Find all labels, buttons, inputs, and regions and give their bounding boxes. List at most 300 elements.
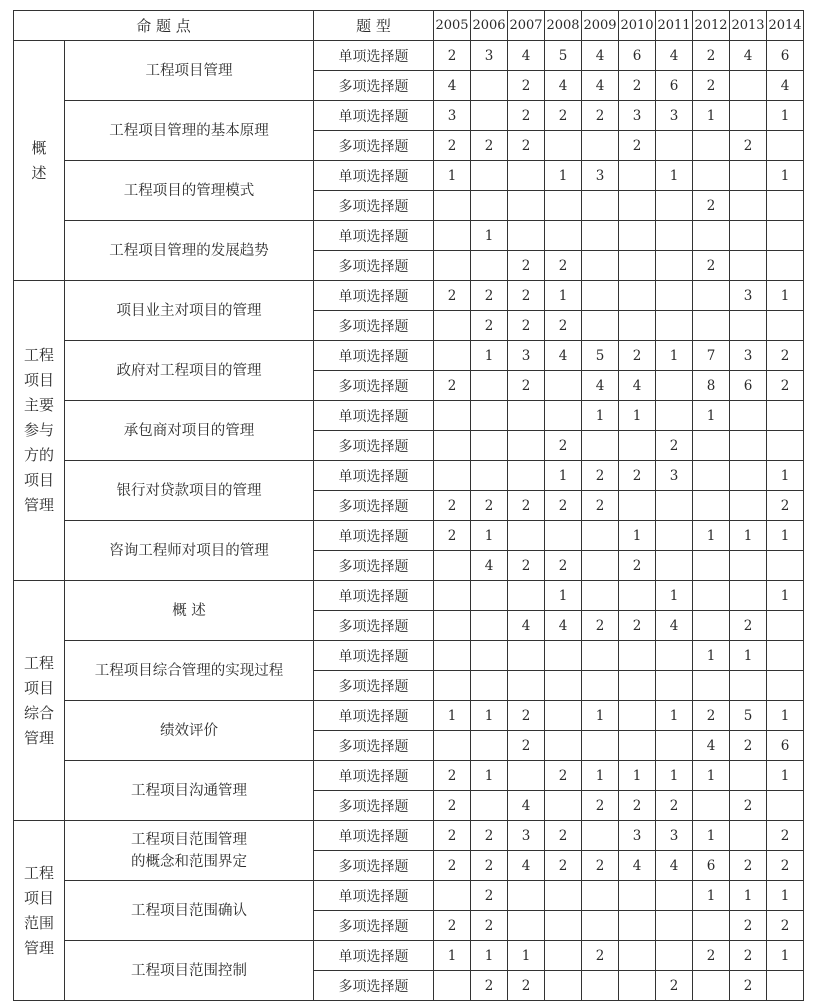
count-cell [582,221,619,251]
table-row [14,941,804,971]
count-cell [730,821,767,851]
count-cell [545,191,582,221]
count-cell [471,791,508,821]
header-year: 2011 [656,11,693,41]
count-cell [656,731,693,761]
table-row [14,221,804,251]
count-cell [656,191,693,221]
count-cell [767,251,804,281]
count-cell [471,731,508,761]
table-row [14,881,804,911]
count-cell [508,761,545,791]
count-cell [434,221,471,251]
count-cell: 2 [545,851,582,881]
count-cell: 1 [471,761,508,791]
type-multi-cell: 多项选择题 [314,191,434,221]
count-cell [767,611,804,641]
count-cell [619,491,656,521]
table-row [14,401,804,431]
count-cell [508,401,545,431]
type-single-cell: 单项选择题 [314,161,434,191]
count-cell: 1 [619,401,656,431]
count-cell: 1 [730,881,767,911]
type-single-cell: 单项选择题 [314,821,434,851]
category-line: 综合 [23,703,54,722]
type-multi-cell: 多项选择题 [314,251,434,281]
count-cell [656,131,693,161]
topic-line: 工程项目范围确认 [131,902,247,919]
type-single-cell: 单项选择题 [314,641,434,671]
count-cell [582,191,619,221]
count-cell: 2 [730,851,767,881]
count-cell: 2 [471,851,508,881]
count-cell [656,221,693,251]
count-cell: 4 [545,71,582,101]
topic-cell [65,161,314,221]
count-cell [767,971,804,1001]
count-cell [767,191,804,221]
topic-line: 概 述 [172,602,206,619]
count-cell: 2 [545,251,582,281]
count-cell [619,641,656,671]
count-cell: 4 [508,791,545,821]
count-cell [508,461,545,491]
count-cell: 1 [656,581,693,611]
count-cell [767,131,804,161]
count-cell: 2 [730,911,767,941]
count-cell [619,671,656,701]
count-cell [582,581,619,611]
count-cell: 2 [545,761,582,791]
count-cell: 4 [582,71,619,101]
topic-cell [65,701,314,761]
count-cell: 1 [582,701,619,731]
count-cell [767,551,804,581]
category-line: 项目 [23,888,54,907]
type-single-cell: 单项选择题 [314,281,434,311]
count-cell [434,431,471,461]
count-cell [545,941,582,971]
count-cell: 2 [508,971,545,1001]
count-cell [730,581,767,611]
count-cell [730,401,767,431]
count-cell [619,911,656,941]
count-cell: 2 [545,311,582,341]
count-cell [471,431,508,461]
count-cell: 2 [434,761,471,791]
count-cell: 4 [619,851,656,881]
category-line: 主要 [23,396,54,414]
type-single-cell: 单项选择题 [314,221,434,251]
category-cell [14,41,65,281]
count-cell: 2 [545,101,582,131]
count-cell: 2 [730,611,767,641]
count-cell [656,281,693,311]
count-cell: 1 [656,761,693,791]
count-cell [545,971,582,1001]
count-cell [434,611,471,641]
count-cell [434,341,471,371]
count-cell [582,521,619,551]
count-cell: 1 [767,761,804,791]
count-cell [619,431,656,461]
count-cell: 3 [508,821,545,851]
topic-line: 咨询工程师对项目的管理 [109,542,269,559]
count-cell [656,401,693,431]
count-cell: 2 [471,281,508,311]
count-cell: 1 [767,581,804,611]
header-year: 2008 [545,11,582,41]
count-cell: 2 [730,941,767,971]
count-cell [545,371,582,401]
count-cell: 4 [545,341,582,371]
count-cell [730,551,767,581]
count-cell: 1 [656,341,693,371]
count-cell: 1 [471,701,508,731]
topic-line: 工程项目沟通管理 [131,782,247,799]
count-cell [693,791,730,821]
topic-line: 工程项目综合管理的实现过程 [94,662,284,679]
count-cell: 4 [582,41,619,71]
count-cell [656,671,693,701]
count-cell: 1 [767,701,804,731]
count-cell: 2 [767,821,804,851]
count-cell: 1 [471,521,508,551]
topic-cell [65,521,314,581]
count-cell: 2 [693,251,730,281]
count-cell [545,671,582,701]
count-cell: 3 [656,101,693,131]
header-year: 2013 [730,11,767,41]
count-cell: 4 [767,71,804,101]
count-cell [471,191,508,221]
count-cell: 1 [545,581,582,611]
count-cell: 4 [508,41,545,71]
count-cell: 4 [582,371,619,401]
count-cell: 2 [545,491,582,521]
count-cell: 2 [619,791,656,821]
count-cell: 2 [730,971,767,1001]
count-cell [767,401,804,431]
count-cell: 2 [434,911,471,941]
count-cell [656,311,693,341]
header-year: 2010 [619,11,656,41]
type-single-cell: 单项选择题 [314,401,434,431]
category-line: 项目 [23,678,54,697]
count-cell: 2 [508,731,545,761]
count-cell [582,911,619,941]
count-cell [545,791,582,821]
count-cell [582,821,619,851]
count-cell [582,641,619,671]
count-cell: 3 [730,341,767,371]
count-cell [730,161,767,191]
topic-cell [65,821,314,881]
table-row [14,521,804,551]
type-multi-cell: 多项选择题 [314,911,434,941]
type-multi-cell: 多项选择题 [314,791,434,821]
count-cell: 3 [619,821,656,851]
count-cell [767,431,804,461]
type-multi-cell: 多项选择题 [314,131,434,161]
count-cell: 2 [582,491,619,521]
topic-cell [65,761,314,821]
count-cell: 1 [693,641,730,671]
count-cell: 1 [693,761,730,791]
count-cell: 3 [471,41,508,71]
count-cell [434,461,471,491]
count-cell [767,671,804,701]
count-cell: 4 [508,611,545,641]
count-cell [619,221,656,251]
category-line: 管理 [23,728,54,747]
topic-cell [65,341,314,401]
count-cell: 1 [767,881,804,911]
header-year: 2007 [508,11,545,41]
header-year: 2012 [693,11,730,41]
count-cell: 2 [767,491,804,521]
count-cell: 1 [767,521,804,551]
count-cell: 1 [656,161,693,191]
count-cell: 1 [693,101,730,131]
count-cell [471,251,508,281]
count-cell [693,971,730,1001]
count-cell: 1 [471,941,508,971]
count-cell [434,311,471,341]
count-cell [434,581,471,611]
count-cell [582,971,619,1001]
count-cell [730,71,767,101]
count-cell: 2 [508,131,545,161]
count-cell: 1 [545,161,582,191]
count-cell: 2 [434,491,471,521]
count-cell: 1 [693,881,730,911]
type-multi-cell: 多项选择题 [314,611,434,641]
count-cell: 2 [508,491,545,521]
topic-line: 的概念和范围界定 [131,853,247,870]
count-cell [619,251,656,281]
count-cell: 3 [656,461,693,491]
table-row [14,341,804,371]
count-cell [619,191,656,221]
count-cell: 1 [693,821,730,851]
count-cell: 1 [767,941,804,971]
category-line: 管理 [23,938,54,957]
count-cell: 2 [545,431,582,461]
count-cell: 1 [434,941,471,971]
type-multi-cell: 多项选择题 [314,371,434,401]
count-cell: 2 [471,821,508,851]
count-cell: 5 [730,701,767,731]
count-cell [582,251,619,281]
header-year: 2005 [434,11,471,41]
table-row [14,701,804,731]
count-cell: 6 [656,71,693,101]
count-cell [656,371,693,401]
type-multi-cell: 多项选择题 [314,71,434,101]
count-cell: 2 [434,41,471,71]
count-cell [693,911,730,941]
count-cell: 1 [582,401,619,431]
count-cell [693,461,730,491]
category-line: 管理 [23,496,54,514]
category-cell [14,581,65,821]
count-cell: 4 [656,41,693,71]
topic-line: 工程项目范围控制 [131,962,247,979]
count-cell: 1 [730,641,767,671]
count-cell: 2 [619,551,656,581]
table-row [14,461,804,491]
count-cell [656,911,693,941]
count-cell [730,311,767,341]
count-cell [693,161,730,191]
type-single-cell: 单项选择题 [314,701,434,731]
topic-cell [65,941,314,1001]
count-cell: 1 [545,281,582,311]
type-multi-cell: 多项选择题 [314,671,434,701]
count-cell [471,101,508,131]
type-multi-cell: 多项选择题 [314,311,434,341]
type-multi-cell: 多项选择题 [314,431,434,461]
count-cell [471,671,508,701]
count-cell [619,731,656,761]
count-cell: 2 [730,731,767,761]
count-cell [582,881,619,911]
count-cell: 2 [545,551,582,581]
category-line: 概 [31,138,47,157]
count-cell [619,941,656,971]
count-cell: 6 [693,851,730,881]
count-cell: 2 [767,851,804,881]
count-cell: 3 [508,341,545,371]
type-multi-cell: 多项选择题 [314,731,434,761]
count-cell [619,281,656,311]
count-cell: 2 [508,551,545,581]
count-cell [471,641,508,671]
count-cell: 1 [434,701,471,731]
header-year: 2006 [471,11,508,41]
header-year: 2014 [767,11,804,41]
count-cell: 2 [582,611,619,641]
topic-cell [65,101,314,161]
count-cell: 4 [656,611,693,641]
count-cell [434,641,471,671]
count-cell [545,521,582,551]
topic-cell [65,221,314,281]
count-cell [434,251,471,281]
table-row [14,281,804,311]
count-cell: 6 [767,731,804,761]
count-cell: 1 [508,941,545,971]
count-cell [656,251,693,281]
count-cell: 5 [545,41,582,71]
count-cell: 2 [545,821,582,851]
count-cell: 2 [434,131,471,161]
count-cell: 2 [693,941,730,971]
header-year: 2009 [582,11,619,41]
count-cell: 2 [656,791,693,821]
count-cell: 2 [693,191,730,221]
count-cell [434,881,471,911]
count-cell [656,521,693,551]
count-cell [434,971,471,1001]
category-line: 述 [31,163,47,182]
topic-cell [65,581,314,641]
count-cell [767,221,804,251]
count-cell: 4 [730,41,767,71]
count-cell: 2 [434,791,471,821]
count-cell: 2 [767,371,804,401]
count-cell: 6 [767,41,804,71]
count-cell: 1 [767,101,804,131]
count-cell: 2 [656,971,693,1001]
count-cell: 4 [434,71,471,101]
topic-cell [65,281,314,341]
count-cell [730,761,767,791]
count-cell [730,461,767,491]
count-cell [582,311,619,341]
count-cell: 7 [693,341,730,371]
topic-cell [65,881,314,941]
header-type: 题 型 [314,11,434,41]
count-cell: 2 [508,71,545,101]
category-line: 工程 [23,653,54,672]
count-cell: 1 [471,341,508,371]
count-cell: 3 [656,821,693,851]
count-cell: 1 [767,281,804,311]
count-cell [767,791,804,821]
count-cell: 5 [582,341,619,371]
topic-line: 工程项目管理 [145,62,233,79]
count-cell: 2 [693,41,730,71]
count-cell [619,161,656,191]
topic-line: 银行对贷款项目的管理 [116,482,262,499]
count-cell [508,911,545,941]
count-cell [693,311,730,341]
count-cell: 4 [693,731,730,761]
header-point: 命 题 点 [14,11,314,41]
count-cell [656,881,693,911]
topic-line: 工程项目管理的基本原理 [109,122,269,139]
category-cell [14,281,65,581]
count-cell [730,101,767,131]
count-cell [730,431,767,461]
count-cell [656,551,693,581]
count-cell [508,671,545,701]
count-cell [434,731,471,761]
count-cell [767,641,804,671]
table-row [14,641,804,671]
exam-points-table [13,10,804,1001]
count-cell: 4 [656,851,693,881]
topic-cell [65,401,314,461]
table-row [14,161,804,191]
count-cell [619,971,656,1001]
type-multi-cell: 多项选择题 [314,971,434,1001]
count-cell [434,401,471,431]
count-cell [693,551,730,581]
count-cell: 3 [730,281,767,311]
topic-cell [65,641,314,701]
count-cell: 1 [693,521,730,551]
count-cell: 2 [471,971,508,1001]
type-single-cell: 单项选择题 [314,101,434,131]
count-cell [508,431,545,461]
type-single-cell: 单项选择题 [314,881,434,911]
count-cell [545,221,582,251]
category-line: 工程 [23,346,54,364]
count-cell [693,131,730,161]
